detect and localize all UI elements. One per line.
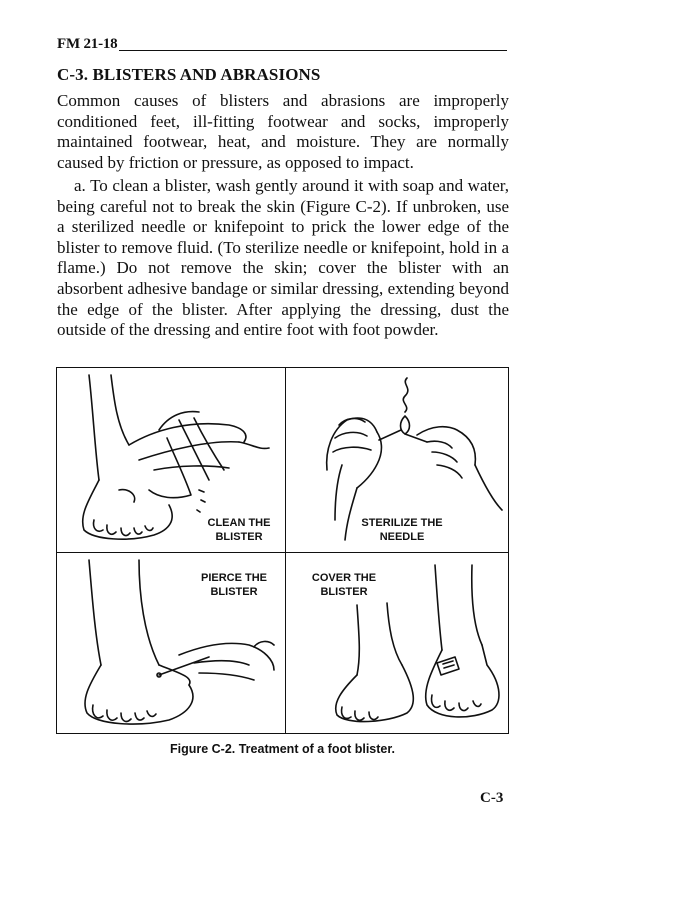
figure-caption: Figure C-2. Treatment of a foot blister. — [169, 742, 396, 756]
panel-cover-label: COVER THE BLISTER — [311, 572, 377, 598]
figure-blister-treatment — [56, 367, 509, 734]
panel-sterilize-label: STERILIZE THE NEEDLE — [361, 517, 443, 543]
section-heading: C-3. BLISTERS AND ABRASIONS — [57, 65, 321, 84]
paragraph-causes: Common causes of blisters and abrasions are improperly conditioned feet, ill-fitting footwear and socks, improperly maintained footwear, heat, and moisture. They are normally caused by friction or pressure, as opposed to impact. — [57, 91, 509, 172]
panel-cover — [287, 555, 512, 736]
page-number: C-3 — [480, 790, 504, 806]
page-header — [57, 36, 507, 56]
panel-pierce — [59, 555, 284, 736]
panel-sterilize — [287, 370, 512, 551]
manual-code: FM 21-18 — [57, 36, 118, 52]
panel-clean-label: CLEAN THE BLISTER — [207, 517, 271, 543]
paragraph-treatment: a. To clean a blister, wash gently around it with soap and water, being careful not to break the skin (Figure C-2). If unbroken, use a sterilized needle or knifepoint to prick the lower edge of the blister to remove fluid. (To sterilize needle or knifepoint, hold in a flame.) Do not remove the skin; cover the blister with an absorbent adhesive bandage or similar dressing, extending beyond the edge of the blister. After applying the dressing, dust the outside of the dressing and entire foot with foot powder. — [57, 176, 509, 340]
figure-vertical-divider — [285, 368, 286, 733]
panel-pierce-label: PIERCE THE BLISTER — [200, 572, 267, 598]
figure-horizontal-divider — [57, 552, 508, 553]
panel-clean — [59, 370, 284, 551]
header-rule — [119, 50, 507, 51]
